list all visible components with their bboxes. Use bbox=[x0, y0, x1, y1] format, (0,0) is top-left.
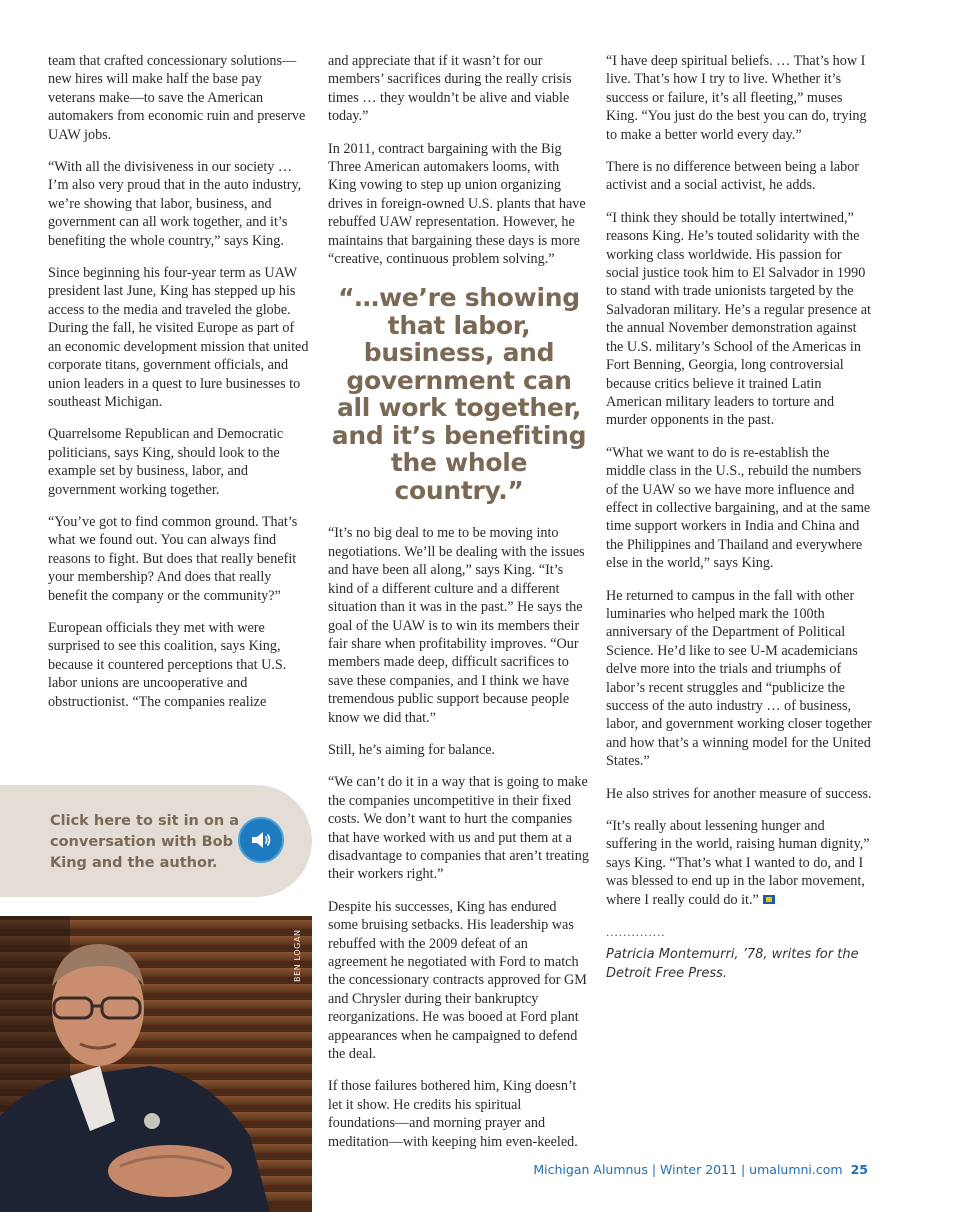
paragraph: European officials they met with were surprised to see this coalition, says King, because it countered perceptions that U.S. labor unions are uncooperative and obstructionist. “The companies realize bbox=[48, 619, 287, 710]
footer-publication[interactable]: Michigan Alumnus | Winter 2011 | umalumni.com bbox=[533, 1162, 843, 1177]
paragraph: and appreciate that if it wasn’t for our members’ sacrifices during the really crisis times … they wouldn’t be alive and viable today.” bbox=[328, 53, 572, 125]
pull-quote: “…we’re showing that labor, business, and government can all work together, and it’s benefiting the whole country.” bbox=[331, 283, 587, 505]
closing-text: “It’s really about lessening hunger and suffering in the world, raising human dignity,” says King. “That’s what I wanted to do, and I was blessed to end up in the labor movement, where I really could do it.” bbox=[606, 818, 870, 908]
paragraph: “I think they should be totally intertwined,” reasons King. He’s touted solidarity with the working class worldwide. His passion for social justice took him to El Salvador in 1990 to stand with trade unionists targeted by the Salvadoran military. He’s a regular presence at the annual November demonstration against the U.S. military’s School of the Americas in Fort Benning, Georgia, long controversial because critics believe it trained Latin American military leaders to torture and murder opponents in the past. bbox=[606, 209, 871, 429]
paragraph: He also strives for another measure of success. bbox=[606, 785, 872, 802]
paragraph: Since beginning his four-year term as UAW president last June, King has stepped up his access to the media and traveled the globe. During the fall, he visited Europe as part of an economic development mission that united corporate titans, government officials, and union leaders in a quest to lure businesses to southeast Michigan. bbox=[48, 265, 309, 410]
author-byline bbox=[606, 945, 872, 983]
audio-conversation-link[interactable] bbox=[0, 785, 312, 897]
paragraph: “With all the divisiveness in our society …I’m also very proud that in the auto industry, we’re showing that labor, business, and government can all work together, and it’s benefiting the whole country,” says King. bbox=[48, 159, 302, 249]
paragraph: “We can’t do it in a way that is going to make the companies uncompetitive in their fixed costs. We don’t want to hurt the companies that have worked with us and put them at a disadvantage to companies that aren’t treating their workers right.” bbox=[328, 774, 589, 883]
article-column-3 bbox=[606, 52, 872, 983]
article-column-2 bbox=[328, 52, 590, 1165]
article-column-1 bbox=[48, 52, 310, 725]
page-footer bbox=[533, 1162, 868, 1177]
end-mark-icon bbox=[763, 895, 775, 904]
paragraph: “What we want to do is re-establish the middle class in the U.S., rebuild the numbers of the UAW so we have more influence and effect in collective bargaining, and at the same time support workers in India and China and the Philippines and Thailand and everywhere else in the world,” says King. bbox=[606, 444, 871, 572]
speaker-icon[interactable] bbox=[238, 817, 284, 863]
paragraph: “I have deep spiritual beliefs. … That’s how I live. That’s how I try to live. Whether it’s success or failure, it’s all fleeting,” muses King. “You just do the best you can do, trying to make a better world every day.” bbox=[606, 53, 867, 143]
closing-paragraph bbox=[606, 817, 872, 909]
paragraph: Still, he’s aiming for balance. bbox=[328, 741, 496, 758]
paragraph: He returned to campus in the fall with other luminaries who helped mark the 100th anniversary of the Department of Political Science. He’d like to see U-M academicians delve more into the trials and triumphs of labor’s recent struggles and “publicize the success of the auto industry … of business, labor, and government working closer together and how that’s a winning model for the United States.” bbox=[606, 587, 872, 770]
photo-credit: BEN LOGAN bbox=[293, 929, 302, 982]
paragraph: There is no difference between being a labor activist and a social activist, he adds. bbox=[606, 159, 860, 194]
audio-link-text[interactable]: Click here to sit in on a conversation with Bob King and the author. bbox=[50, 813, 240, 871]
paragraph: In 2011, contract bargaining with the Big Three American automakers looms, with King vowing to step up union organizing drives in foreign-owned U.S. plants that have rebuffed UAW representation. However, he maintains that bargaining these days is more “creative, continuous problem solving.” bbox=[328, 140, 586, 268]
bob-king-portrait-photo bbox=[0, 916, 312, 1212]
paragraph: “You’ve got to find common ground. That’s what we found out. You can always find reasons to fight. But does that really benefit your membership? And does that really benefit the company or the community?” bbox=[48, 513, 298, 604]
paragraph: If those failures bothered him, King doesn’t let it show. He credits his spiritual foundations—and morning prayer and meditation—with keeping him even-keeled. bbox=[328, 1078, 578, 1150]
byline-line: Patricia Montemurri, ’78, writes for the bbox=[606, 947, 859, 963]
separator-dots: .............. bbox=[606, 924, 666, 940]
paragraph: Despite his successes, King has endured some bruising setbacks. His leadership was rebuffed with the 2009 defeat of an agreement he negotiated with Ford to match the concessionary contracts approved for GM and Chrysler during their bankruptcy reorganizations. He was booed at Ford plant appearances when he campaigned to defend the deal. bbox=[328, 898, 587, 1063]
byline-line: Detroit Free Press. bbox=[606, 966, 728, 982]
paragraph: “It’s no big deal to me to be moving into negotiations. We’ll be dealing with the issues and have been all along,” says King. “It’s kind of a different culture and a different situation than it was in the past.” He says the goal of the UAW is to win its members their fair share when profitability improves. “Our members made deep, difficult sacrifices to save these companies, and I think we have tremendous public support because people know we did that.” bbox=[328, 525, 585, 726]
paragraph: team that crafted concessionary solutions—new hires will make half the base pay veterans make—to save the American automakers from economic ruin and preserve UAW jobs. bbox=[48, 53, 306, 143]
paragraph: Quarrelsome Republican and Democratic politicians, says King, should look to the example set by business, labor, and government working together. bbox=[48, 426, 284, 498]
page-number: 25 bbox=[850, 1162, 868, 1177]
